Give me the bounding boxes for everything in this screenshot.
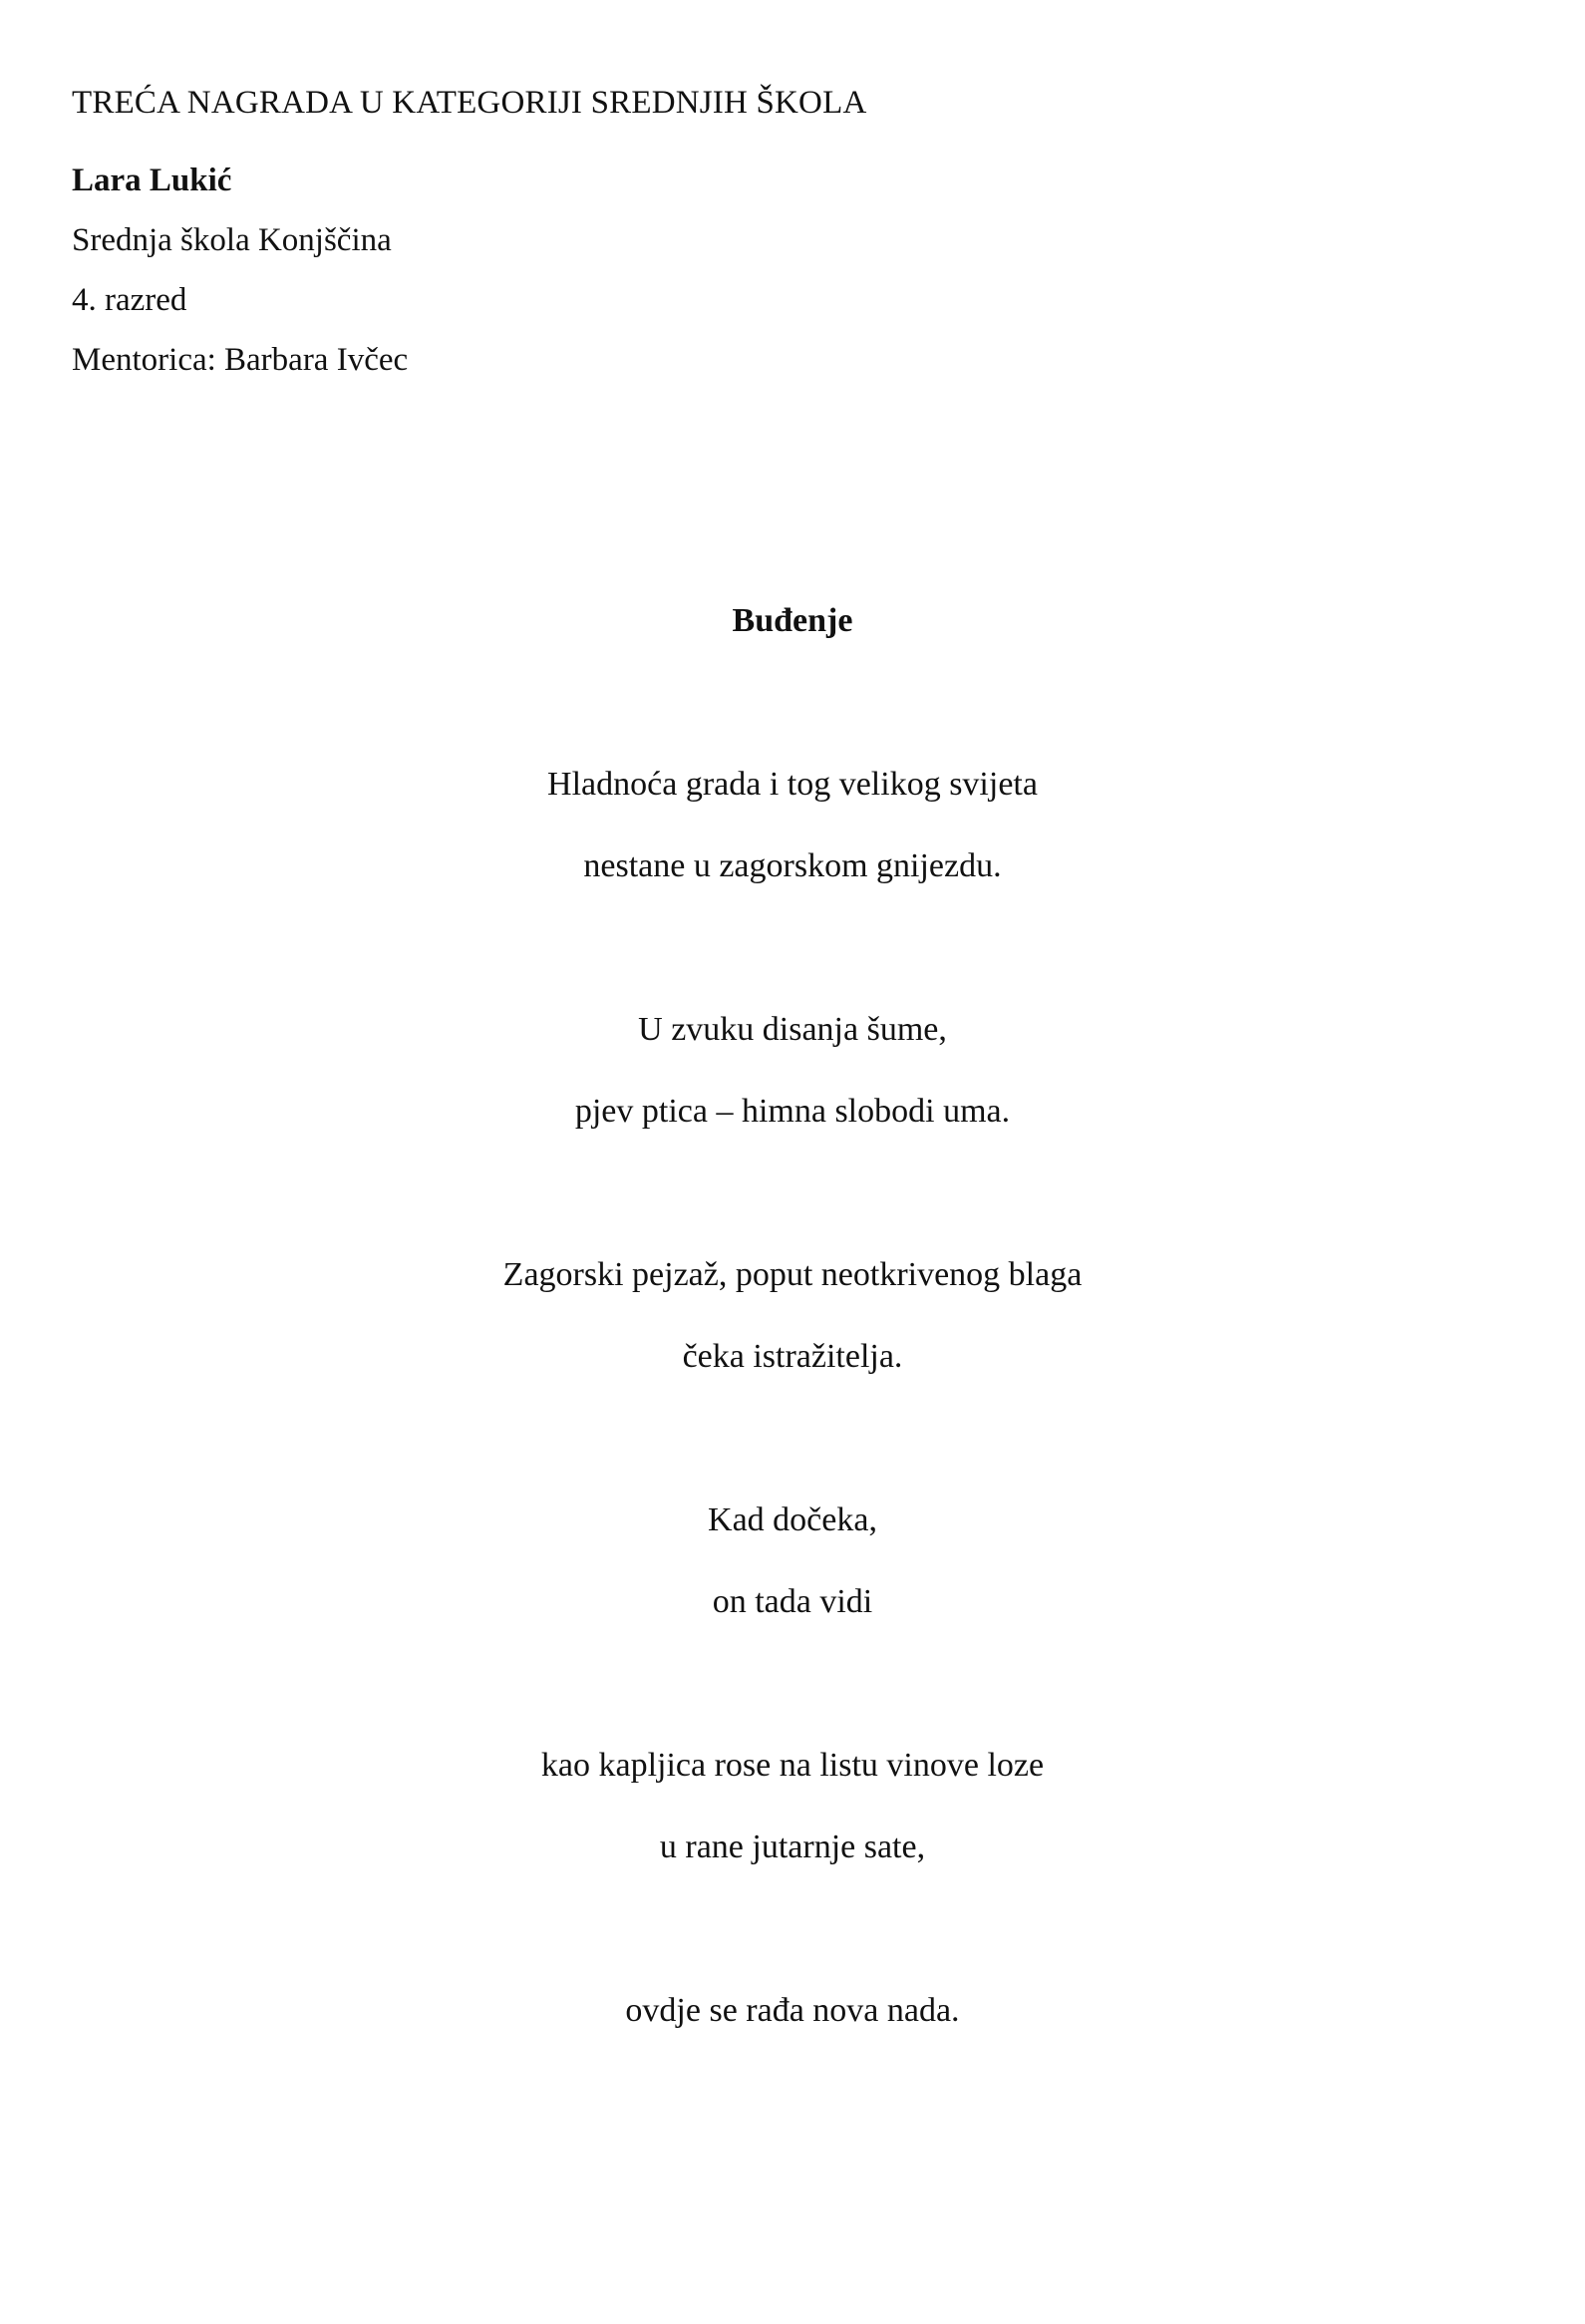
poem-line: u rane jutarnje sate, — [659, 1828, 926, 1865]
poem-line: nestane u zagorskom gnijezdu. — [583, 847, 1002, 884]
grade-label: 4. razred — [72, 282, 187, 318]
poem-line: ovdje se rađa nova nada. — [625, 1992, 960, 2029]
poem-line: kao kapljica rose na listu vinove loze — [540, 1747, 1045, 1784]
poem-line: U zvuku disanja šume, — [638, 1011, 947, 1048]
poem-line: Hladnoća grada i tog velikog svijeta — [547, 766, 1038, 803]
poem-line: on tada vidi — [712, 1583, 873, 1620]
poem-title: Buđenje — [732, 602, 853, 639]
document-header — [72, 78, 1467, 378]
poem-line: čeka istražitelja. — [682, 1338, 903, 1375]
poem-line: Zagorski pejzaž, poput neotkrivenog blaga — [502, 1256, 1083, 1293]
award-heading: TREĆA NAGRADA U KATEGORIJI SREDNJIH ŠKOLA — [72, 85, 867, 121]
author-name: Lara Lukić — [72, 163, 232, 198]
poem-line: pjev ptica – himna slobodi uma. — [574, 1093, 1011, 1130]
poem-line: Kad dočeka, — [708, 1501, 877, 1538]
mentor-label: Mentorica: Barbara Ivčec — [72, 342, 409, 378]
school-name: Srednja škola Konjščina — [72, 222, 392, 258]
